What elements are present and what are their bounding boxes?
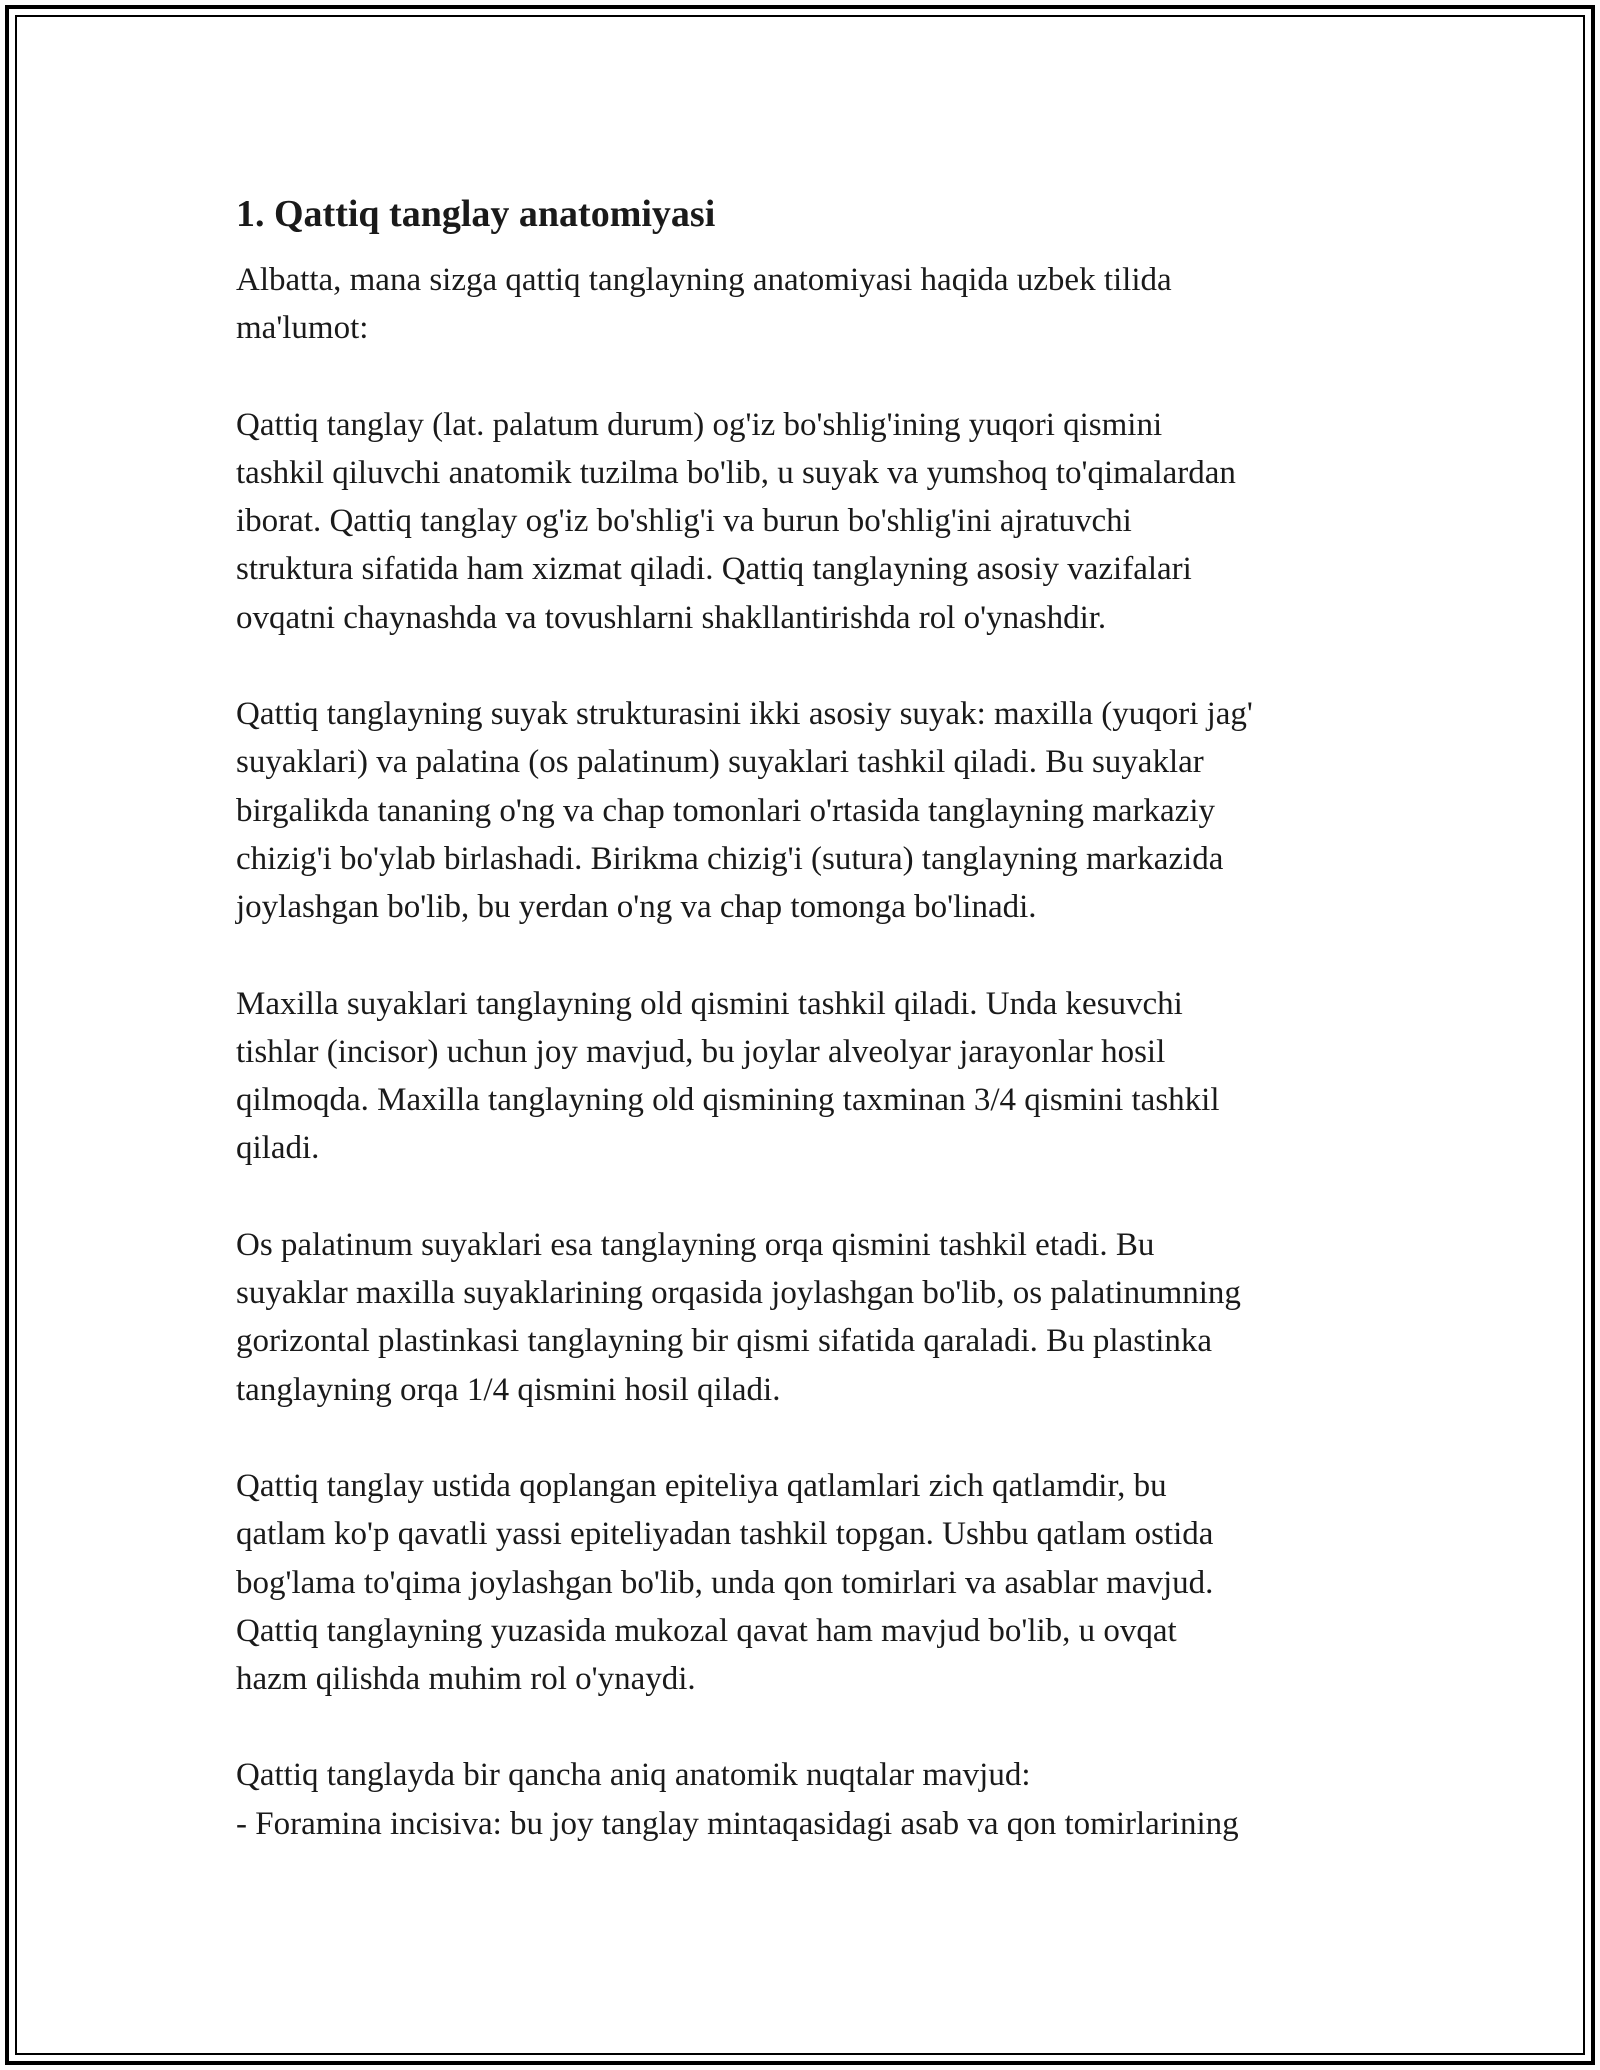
text-line: bog'lama to'qima joylashgan bo'lib, unda qon tomirlari va asablar mavjud. xyxy=(236,1564,1214,1601)
paragraph-bone-structure xyxy=(236,690,1366,931)
text-line: ma'lumot: xyxy=(236,310,369,347)
text-line: suyaklari) va palatina (os palatinum) suyaklari tashkil qiladi. Bu suyaklar xyxy=(236,744,1204,781)
text-line: qatlam ko'p qavatli yassi epiteliyadan tashkil topgan. Ushbu qatlam ostida xyxy=(236,1516,1214,1553)
text-line: qilmoqda. Maxilla tanglayning old qismining taxminan 3/4 qismini tashkil xyxy=(236,1082,1220,1119)
text-line: tanglayning orqa 1/4 qismini hosil qiladi. xyxy=(236,1371,781,1408)
text-line: tashkil qiluvchi anatomik tuzilma bo'lib, u suyak va yumshoq to'qimalardan xyxy=(236,454,1236,491)
text-line: Qattiq tanglayning yuzasida mukozal qavat ham mavjud bo'lib, u ovqat xyxy=(236,1612,1177,1649)
text-line: tishlar (incisor) uchun joy mavjud, bu joylar alveolyar jarayonlar hosil xyxy=(236,1033,1166,1070)
paragraph-anatomic-points xyxy=(236,1751,1366,1848)
section-heading: 1. Qattiq tanglay anatomiyasi xyxy=(236,193,716,235)
text-line: hazm qilishda muhim rol o'ynaydi. xyxy=(236,1661,696,1698)
text-line: Maxilla suyaklari tanglayning old qismini tashkil qiladi. Unda kesuvchi xyxy=(236,985,1183,1022)
text-line: suyaklar maxilla suyaklarining orqasida joylashgan bo'lib, os palatinumning xyxy=(236,1275,1241,1312)
text-line: birgalikda tananing o'ng va chap tomonlari o'rtasida tanglayning markaziy xyxy=(236,792,1215,829)
paragraph-epithelium xyxy=(236,1462,1366,1703)
list-item: - Foramina incisiva: bu joy tanglay mintaqasidagi asab va qon tomirlarining xyxy=(236,1805,1239,1842)
text-line: joylashgan bo'lib, bu yerdan o'ng va chap tomonga bo'linadi. xyxy=(236,889,1037,926)
paragraph-definition xyxy=(236,401,1366,642)
paragraph-maxilla xyxy=(236,980,1366,1173)
text-line: Os palatinum suyaklari esa tanglayning orqa qismini tashkil etadi. Bu xyxy=(236,1226,1155,1263)
text-line: ovqatni chaynashda va tovushlarni shakllantirishda rol o'ynashdir. xyxy=(236,599,1107,636)
paragraph-intro xyxy=(236,256,1366,353)
text-line: qiladi. xyxy=(236,1130,320,1167)
text-line: Qattiq tanglayda bir qancha aniq anatomik nuqtalar mavjud: xyxy=(236,1757,1031,1794)
text-line: Qattiq tanglayning suyak strukturasini ikki asosiy suyak: maxilla (yuqori jag' xyxy=(236,696,1253,733)
text-line: iborat. Qattiq tanglay og'iz bo'shlig'i va burun bo'shlig'ini ajratuvchi xyxy=(236,503,1132,540)
text-line: struktura sifatida ham xizmat qiladi. Qattiq tanglayning asosiy vazifalari xyxy=(236,551,1192,588)
document-content xyxy=(236,188,1366,1848)
text-line: Qattiq tanglay ustida qoplangan epiteliya qatlamlari zich qatlamdir, bu xyxy=(236,1467,1167,1504)
text-line: Qattiq tanglay (lat. palatum durum) og'iz bo'shlig'ining yuqori qismini xyxy=(236,406,1163,443)
text-line: chizig'i bo'ylab birlashadi. Birikma chizig'i (sutura) tanglayning markazida xyxy=(236,840,1224,877)
text-line: Albatta, mana sizga qattiq tanglayning anatomiyasi haqida uzbek tilida xyxy=(236,262,1172,298)
text-line: gorizontal plastinkasi tanglayning bir qismi sifatida qaraladi. Bu plastinka xyxy=(236,1323,1213,1360)
paragraph-os-palatinum xyxy=(236,1221,1366,1414)
